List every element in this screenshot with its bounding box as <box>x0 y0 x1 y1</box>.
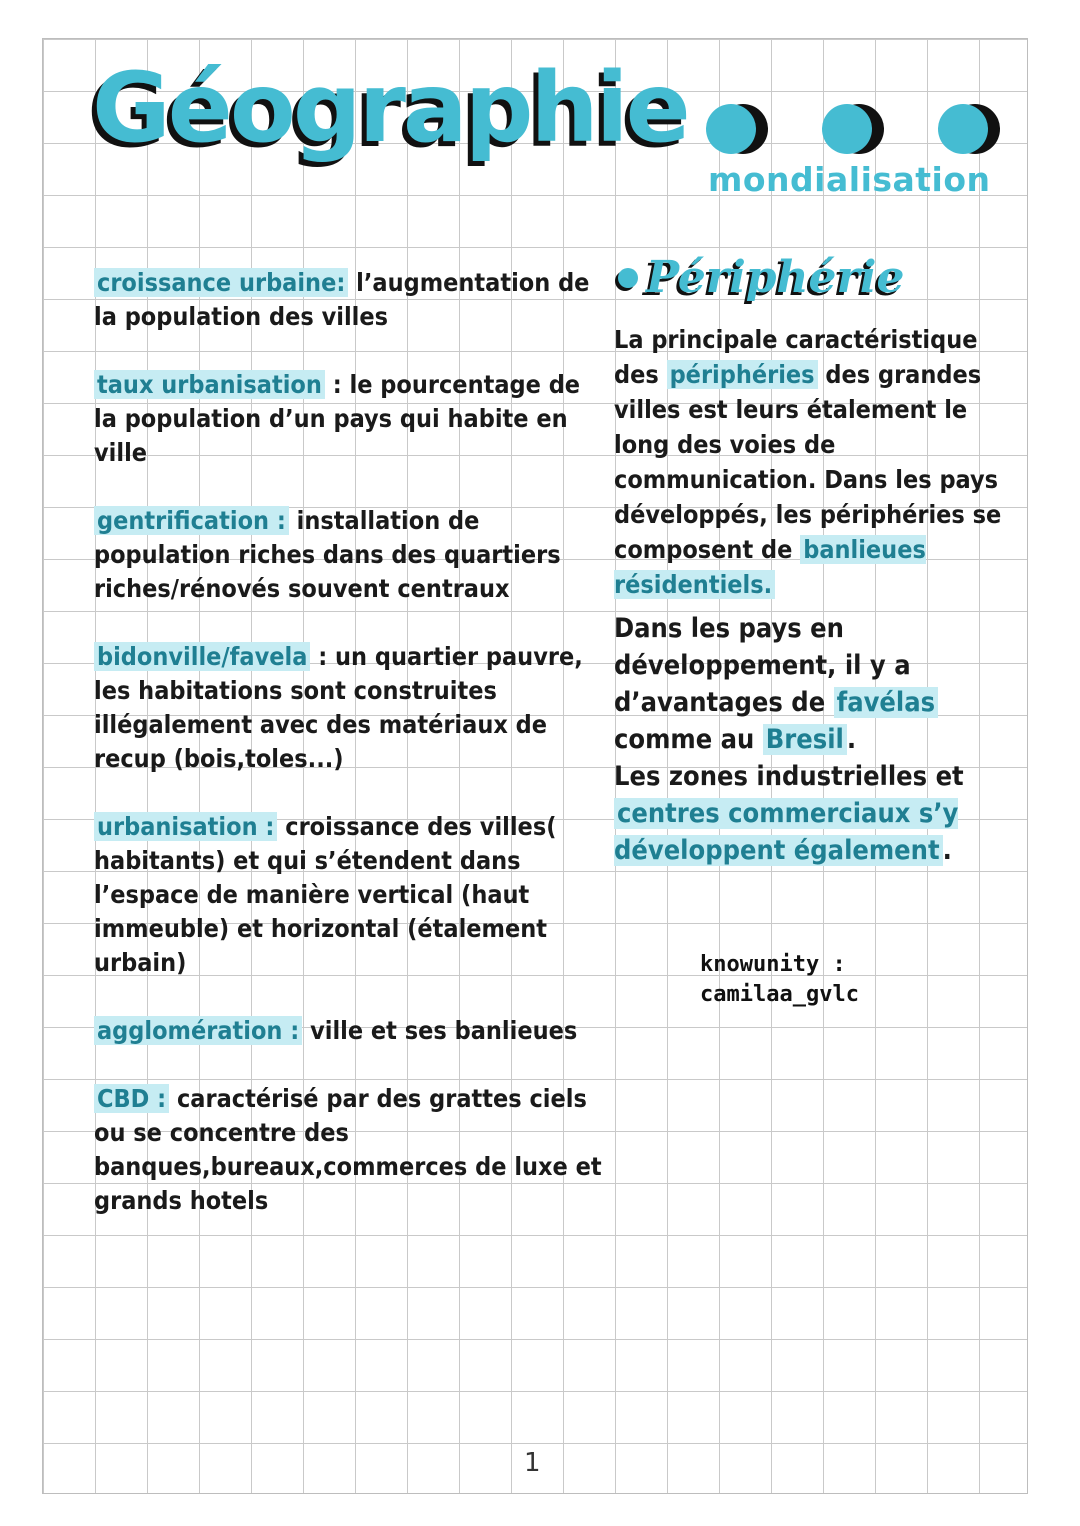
definition-item <box>94 1014 604 1048</box>
definition-text: installation de population riches dans des quartiers riches/rénovés souvent centraux <box>94 506 561 603</box>
definition-text: : un quartier pauvre, les habitations sont construites illégalement avec des matériaux de recup (bois,toles...) <box>94 642 583 773</box>
peripherie-paragraph-1 <box>614 322 1024 602</box>
dot-icon <box>822 104 872 154</box>
definition-item <box>94 368 604 470</box>
paragraph-text: . <box>846 724 857 755</box>
section-heading-peripherie <box>618 252 904 303</box>
paragraph-text: des grandes villes est leurs étalement le long des voies de communication. Dans les pays développés, les périphéries se composent de <box>614 360 1002 564</box>
highlighted-term: banlieues résidentiels. <box>614 535 926 599</box>
dot-icon <box>938 104 988 154</box>
section-heading-text: Périphérie <box>646 252 905 303</box>
definition-term: urbanisation : <box>94 812 277 841</box>
page-title: Géographie <box>92 52 688 164</box>
peripherie-paragraph-3 <box>614 758 1024 869</box>
definition-text: : le pourcentage de la population d’un pays qui habite en ville <box>94 370 581 467</box>
definition-text: caractérisé par des grattes ciels ou se concentre des banques,bureaux,commerces de luxe et grands hotels <box>94 1084 602 1215</box>
definition-item <box>94 266 604 334</box>
peripherie-column <box>614 322 1024 869</box>
definition-term: taux urbanisation <box>94 370 325 399</box>
paragraph-text: Dans les pays en développement, il y a d’avantages de <box>614 613 911 718</box>
definition-text: l’augmentation de la population des villes <box>94 268 590 331</box>
definition-text: ville et ses banlieues <box>302 1016 578 1045</box>
paragraph-text: . <box>942 835 952 866</box>
dot-icon <box>706 104 756 154</box>
highlighted-term: favélas <box>834 687 938 718</box>
definition-term: CBD : <box>94 1084 169 1113</box>
definition-term: gentrification : <box>94 506 289 535</box>
definition-term: croissance urbaine: <box>94 268 348 297</box>
credit-handle: camilaa_gvlc <box>700 982 859 1007</box>
page-subtitle: mondialisation <box>708 160 991 199</box>
definition-item <box>94 1082 604 1218</box>
credit-line: knowunity : <box>700 952 846 977</box>
definition-item <box>94 810 604 980</box>
paragraph-text: comme au <box>614 724 763 755</box>
author-credit <box>700 950 859 1010</box>
bullet-icon <box>618 268 638 288</box>
highlighted-term: Bresil <box>763 724 847 755</box>
definition-item <box>94 640 604 776</box>
paragraph-text: La principale caractéristique des <box>614 325 978 389</box>
page-number: 1 <box>524 1448 541 1478</box>
highlighted-term: périphéries <box>667 360 818 389</box>
paragraph-text: Les zones industrielles et <box>614 761 964 792</box>
definitions-column <box>94 266 604 1218</box>
peripherie-paragraph-2 <box>614 610 1024 758</box>
definition-term: agglomération : <box>94 1016 302 1045</box>
highlighted-term: centres commerciaux s’y développent également <box>614 798 959 866</box>
definition-term: bidonville/favela <box>94 642 310 671</box>
definition-text: croissance des villes( habitants) et qui s’étendent dans l’espace de manière vertical (haut immeuble) et horizontal (étalement urbain) <box>94 812 557 977</box>
definition-item <box>94 504 604 606</box>
